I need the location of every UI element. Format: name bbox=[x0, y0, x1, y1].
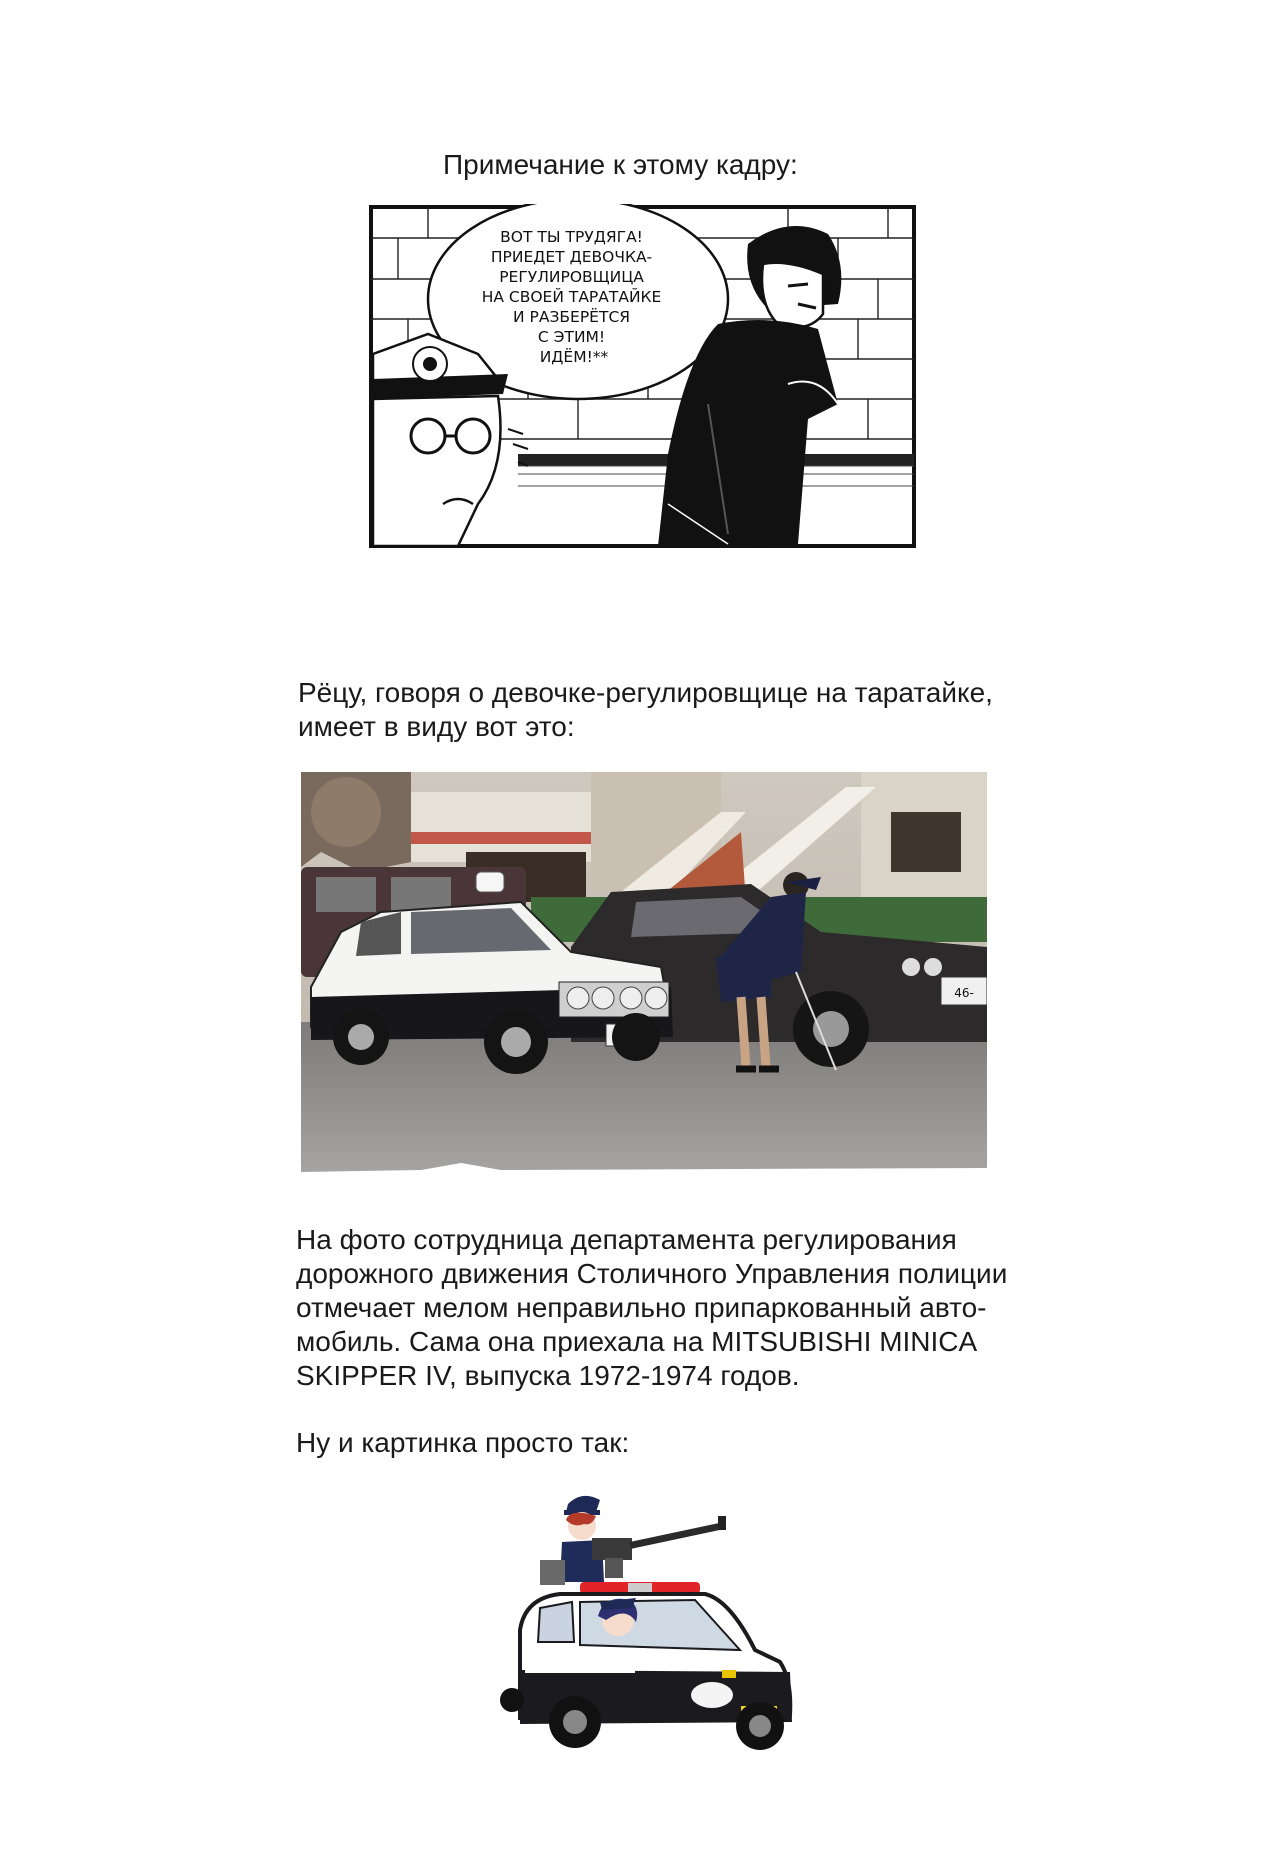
caption-line: мобиль. Сама она приехала на MITSUBISHI MINICA bbox=[296, 1326, 978, 1357]
machine-gun bbox=[592, 1516, 726, 1578]
bubble-line: И РАЗБЕРЁТСЯ bbox=[513, 308, 631, 326]
police-car-photo-art bbox=[301, 772, 987, 1176]
manga-panel-art bbox=[368, 204, 917, 549]
police-car-photo bbox=[301, 772, 987, 1176]
caption-paragraph bbox=[296, 1223, 1116, 1393]
bubble-line: ИДЁМ!** bbox=[539, 348, 609, 366]
bubble-line: НА СВОЕЙ ТАРАТАЙКЕ bbox=[481, 288, 662, 306]
caption-line: дорожного движения Столичного Управления полиции bbox=[296, 1258, 1008, 1289]
bubble-line: ПРИЕДЕТ ДЕВОЧКА- bbox=[490, 248, 653, 266]
caption-line: отмечает мелом неправильно припаркованный авто- bbox=[296, 1292, 987, 1323]
note-title: Примечание к этому кадру: bbox=[443, 149, 798, 180]
headlight bbox=[690, 1681, 734, 1709]
manga-panel bbox=[368, 204, 917, 549]
cartoon-police-car bbox=[500, 1490, 820, 1760]
intro-paragraph bbox=[298, 676, 1098, 744]
bubble-line: ВОТ ТЫ ТРУДЯГА! bbox=[500, 228, 643, 246]
sedan-plate-text: 46- bbox=[954, 986, 974, 1000]
closing-line: Ну и картинка просто так: bbox=[296, 1427, 630, 1458]
caption-line: SKIPPER IV, выпуска 1972-1974 годов. bbox=[296, 1360, 800, 1391]
intro-line: Рёцу, говоря о девочке-регулировщице на таратайке, bbox=[298, 677, 993, 708]
bubble-line: С ЭТИМ! bbox=[537, 328, 606, 346]
building bbox=[411, 792, 591, 862]
bubble-line: РЕГУЛИРОВЩИЦА bbox=[499, 268, 644, 286]
cartoon-police-car-art bbox=[500, 1490, 820, 1760]
intro-line: имеет в виду вот это: bbox=[298, 711, 575, 742]
caption-line: На фото сотрудница департамента регулирования bbox=[296, 1224, 957, 1255]
